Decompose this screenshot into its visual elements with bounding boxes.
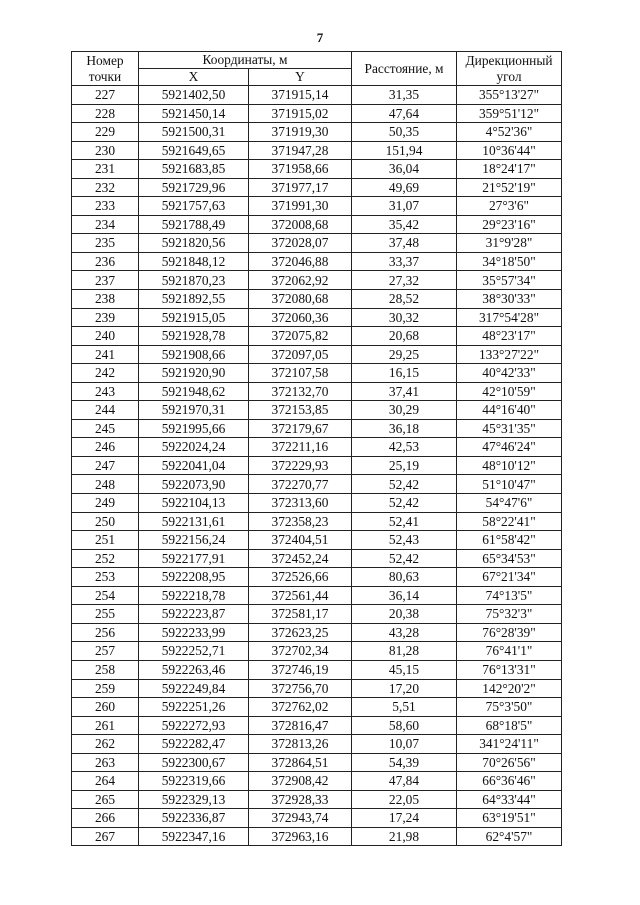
distance-cell: 30,32: [352, 308, 457, 327]
angle-cell: 75°32'3": [457, 605, 562, 624]
table-row: [72, 642, 562, 661]
angle-cell: 34°18'50": [457, 252, 562, 271]
point-number-cell: 245: [72, 419, 139, 438]
y-header: Y: [249, 69, 352, 86]
table-row: [72, 345, 562, 364]
distance-cell: 33,37: [352, 252, 457, 271]
x-coordinate-cell: 5922073,90: [139, 475, 249, 494]
y-coordinate-cell: 372452,24: [249, 549, 352, 568]
angle-cell: 341°24'11": [457, 735, 562, 754]
y-coordinate-cell: 372080,68: [249, 290, 352, 309]
angle-cell: 35°57'34": [457, 271, 562, 290]
distance-cell: 36,14: [352, 586, 457, 605]
angle-header-line2: угол: [496, 69, 522, 84]
point-number-cell: 235: [72, 234, 139, 253]
x-coordinate-cell: 5921757,63: [139, 197, 249, 216]
angle-cell: 76°41'1": [457, 642, 562, 661]
distance-cell: 36,04: [352, 160, 457, 179]
x-coordinate-cell: 5921970,31: [139, 401, 249, 420]
distance-cell: 47,64: [352, 104, 457, 123]
distance-cell: 27,32: [352, 271, 457, 290]
distance-cell: 52,42: [352, 494, 457, 513]
x-coordinate-cell: 5921402,50: [139, 86, 249, 105]
y-coordinate-cell: 372864,51: [249, 753, 352, 772]
distance-cell: 49,69: [352, 178, 457, 197]
distance-cell: 35,42: [352, 215, 457, 234]
coordinates-header: Координаты, м: [139, 52, 352, 69]
angle-cell: 58°22'41": [457, 512, 562, 531]
angle-cell: 45°31'35": [457, 419, 562, 438]
x-coordinate-cell: 5922104,13: [139, 494, 249, 513]
distance-cell: 31,35: [352, 86, 457, 105]
angle-cell: 47°46'24": [457, 438, 562, 457]
point-number-cell: 262: [72, 735, 139, 754]
distance-cell: 17,24: [352, 809, 457, 828]
table-row: [72, 531, 562, 550]
x-coordinate-cell: 5922282,47: [139, 735, 249, 754]
table-row: [72, 456, 562, 475]
angle-cell: 64°33'44": [457, 790, 562, 809]
distance-cell: 52,43: [352, 531, 457, 550]
angle-cell: 10°36'44": [457, 141, 562, 160]
table-row: [72, 605, 562, 624]
angle-cell: 65°34'53": [457, 549, 562, 568]
table-row: [72, 197, 562, 216]
angle-cell: 27°3'6": [457, 197, 562, 216]
table-row: [72, 252, 562, 271]
y-coordinate-cell: 372075,82: [249, 327, 352, 346]
y-coordinate-cell: 372132,70: [249, 382, 352, 401]
x-coordinate-cell: 5921848,12: [139, 252, 249, 271]
y-coordinate-cell: 372046,88: [249, 252, 352, 271]
table-row: [72, 364, 562, 383]
angle-cell: 76°13'31": [457, 660, 562, 679]
x-coordinate-cell: 5922347,16: [139, 827, 249, 846]
table-row: [72, 123, 562, 142]
distance-header: Расстояние, м: [352, 52, 457, 86]
x-coordinate-cell: 5921920,90: [139, 364, 249, 383]
x-coordinate-cell: 5922041,04: [139, 456, 249, 475]
y-coordinate-cell: 372008,68: [249, 215, 352, 234]
table-row: [72, 215, 562, 234]
table-row: [72, 660, 562, 679]
table-body: [72, 86, 562, 846]
angle-cell: 62°4'57": [457, 827, 562, 846]
table-row: [72, 827, 562, 846]
y-coordinate-cell: 371977,17: [249, 178, 352, 197]
angle-cell: 68°18'5": [457, 716, 562, 735]
angle-cell: 75°3'50": [457, 698, 562, 717]
angle-cell: 74°13'5": [457, 586, 562, 605]
y-coordinate-cell: 372816,47: [249, 716, 352, 735]
y-coordinate-cell: 372963,16: [249, 827, 352, 846]
y-coordinate-cell: 371991,30: [249, 197, 352, 216]
point-number-cell: 267: [72, 827, 139, 846]
point-number-cell: 261: [72, 716, 139, 735]
table-row: [72, 308, 562, 327]
y-coordinate-cell: 372943,74: [249, 809, 352, 828]
table-row: [72, 679, 562, 698]
distance-cell: 21,98: [352, 827, 457, 846]
distance-cell: 37,48: [352, 234, 457, 253]
x-coordinate-cell: 5922263,46: [139, 660, 249, 679]
y-coordinate-cell: 372229,93: [249, 456, 352, 475]
x-coordinate-cell: 5921649,65: [139, 141, 249, 160]
table-row: [72, 271, 562, 290]
point-number-cell: 253: [72, 568, 139, 587]
y-coordinate-cell: 372270,77: [249, 475, 352, 494]
distance-cell: 37,41: [352, 382, 457, 401]
angle-cell: 48°23'17": [457, 327, 562, 346]
x-coordinate-cell: 5921948,62: [139, 382, 249, 401]
y-coordinate-cell: 371919,30: [249, 123, 352, 142]
y-coordinate-cell: 372928,33: [249, 790, 352, 809]
point-number-cell: 234: [72, 215, 139, 234]
x-coordinate-cell: 5922252,71: [139, 642, 249, 661]
distance-cell: 20,38: [352, 605, 457, 624]
y-coordinate-cell: 372313,60: [249, 494, 352, 513]
point-number-cell: 260: [72, 698, 139, 717]
distance-cell: 151,94: [352, 141, 457, 160]
point-number-cell: 251: [72, 531, 139, 550]
table-row: [72, 327, 562, 346]
distance-cell: 81,28: [352, 642, 457, 661]
point-number-cell: 233: [72, 197, 139, 216]
point-number-cell: 254: [72, 586, 139, 605]
angle-header: [457, 52, 562, 86]
point-number-cell: 231: [72, 160, 139, 179]
point-number-cell: 249: [72, 494, 139, 513]
angle-cell: 63°19'51": [457, 809, 562, 828]
y-coordinate-cell: 372153,85: [249, 401, 352, 420]
angle-cell: 38°30'33": [457, 290, 562, 309]
y-coordinate-cell: 372404,51: [249, 531, 352, 550]
table-header: [72, 52, 562, 86]
table-row: [72, 290, 562, 309]
y-coordinate-cell: 372028,07: [249, 234, 352, 253]
table-row: [72, 735, 562, 754]
angle-cell: 51°10'47": [457, 475, 562, 494]
angle-cell: 67°21'34": [457, 568, 562, 587]
point-number-cell: 237: [72, 271, 139, 290]
x-coordinate-cell: 5921928,78: [139, 327, 249, 346]
distance-cell: 28,52: [352, 290, 457, 309]
distance-cell: 54,39: [352, 753, 457, 772]
distance-cell: 50,35: [352, 123, 457, 142]
table-row: [72, 698, 562, 717]
table-row: [72, 178, 562, 197]
x-coordinate-cell: 5921820,56: [139, 234, 249, 253]
point-number-cell: 266: [72, 809, 139, 828]
table-row: [72, 104, 562, 123]
angle-cell: 48°10'12": [457, 456, 562, 475]
x-coordinate-cell: 5921908,66: [139, 345, 249, 364]
point-number-cell: 242: [72, 364, 139, 383]
y-coordinate-cell: 371958,66: [249, 160, 352, 179]
angle-cell: 4°52'36": [457, 123, 562, 142]
x-coordinate-cell: 5922300,67: [139, 753, 249, 772]
y-coordinate-cell: 372107,58: [249, 364, 352, 383]
table-row: [72, 772, 562, 791]
table-row: [72, 86, 562, 105]
point-number-cell: 257: [72, 642, 139, 661]
x-coordinate-cell: 5922251,26: [139, 698, 249, 717]
angle-cell: 61°58'42": [457, 531, 562, 550]
angle-header-line1: Дирекционный: [465, 52, 553, 68]
y-coordinate-cell: 372211,16: [249, 438, 352, 457]
angle-cell: 31°9'28": [457, 234, 562, 253]
y-coordinate-cell: 371915,14: [249, 86, 352, 105]
distance-cell: 43,28: [352, 623, 457, 642]
coordinates-table: [71, 51, 562, 846]
y-coordinate-cell: 371915,02: [249, 104, 352, 123]
point-number-cell: 250: [72, 512, 139, 531]
y-coordinate-cell: 372746,19: [249, 660, 352, 679]
point-number-cell: 228: [72, 104, 139, 123]
y-coordinate-cell: 372756,70: [249, 679, 352, 698]
angle-cell: 133°27'22": [457, 345, 562, 364]
table-row: [72, 790, 562, 809]
x-coordinate-cell: 5921788,49: [139, 215, 249, 234]
y-coordinate-cell: 372526,66: [249, 568, 352, 587]
x-coordinate-cell: 5922208,95: [139, 568, 249, 587]
point-number-cell: 246: [72, 438, 139, 457]
point-number-cell: 240: [72, 327, 139, 346]
x-coordinate-cell: 5922336,87: [139, 809, 249, 828]
angle-cell: 42°10'59": [457, 382, 562, 401]
x-coordinate-cell: 5922024,24: [139, 438, 249, 457]
point-number-header-line2: точки: [88, 69, 122, 84]
y-coordinate-cell: 372097,05: [249, 345, 352, 364]
y-coordinate-cell: 372179,67: [249, 419, 352, 438]
point-number-cell: 264: [72, 772, 139, 791]
angle-cell: 18°24'17": [457, 160, 562, 179]
x-coordinate-cell: 5921892,55: [139, 290, 249, 309]
point-number-cell: 229: [72, 123, 139, 142]
distance-cell: 42,53: [352, 438, 457, 457]
point-number-cell: 239: [72, 308, 139, 327]
point-number-cell: 236: [72, 252, 139, 271]
distance-cell: 16,15: [352, 364, 457, 383]
angle-cell: 142°20'2": [457, 679, 562, 698]
x-coordinate-cell: 5922272,93: [139, 716, 249, 735]
point-number-cell: 263: [72, 753, 139, 772]
point-number-cell: 238: [72, 290, 139, 309]
distance-cell: 25,19: [352, 456, 457, 475]
y-coordinate-cell: 372908,42: [249, 772, 352, 791]
y-coordinate-cell: 372813,26: [249, 735, 352, 754]
angle-cell: 44°16'40": [457, 401, 562, 420]
x-coordinate-cell: 5922319,66: [139, 772, 249, 791]
point-number-cell: 252: [72, 549, 139, 568]
angle-cell: 66°36'46": [457, 772, 562, 791]
table-row: [72, 753, 562, 772]
angle-cell: 70°26'56": [457, 753, 562, 772]
table-row: [72, 475, 562, 494]
point-number-cell: 248: [72, 475, 139, 494]
y-coordinate-cell: 372623,25: [249, 623, 352, 642]
x-coordinate-cell: 5922218,78: [139, 586, 249, 605]
angle-cell: 317°54'28": [457, 308, 562, 327]
distance-cell: 22,05: [352, 790, 457, 809]
distance-cell: 29,25: [352, 345, 457, 364]
point-number-cell: 243: [72, 382, 139, 401]
x-coordinate-cell: 5922177,91: [139, 549, 249, 568]
distance-cell: 31,07: [352, 197, 457, 216]
table-row: [72, 586, 562, 605]
x-coordinate-cell: 5921915,05: [139, 308, 249, 327]
point-number-header-line1: Номер: [86, 52, 124, 68]
y-coordinate-cell: 371947,28: [249, 141, 352, 160]
table-row: [72, 234, 562, 253]
distance-cell: 47,84: [352, 772, 457, 791]
table-row: [72, 623, 562, 642]
x-coordinate-cell: 5922233,99: [139, 623, 249, 642]
angle-cell: 21°52'19": [457, 178, 562, 197]
x-coordinate-cell: 5921500,31: [139, 123, 249, 142]
distance-cell: 17,20: [352, 679, 457, 698]
table-row: [72, 419, 562, 438]
angle-cell: 54°47'6": [457, 494, 562, 513]
table-row: [72, 809, 562, 828]
point-number-cell: 230: [72, 141, 139, 160]
point-number-cell: 265: [72, 790, 139, 809]
table-row: [72, 141, 562, 160]
table-row: [72, 568, 562, 587]
distance-cell: 10,07: [352, 735, 457, 754]
point-number-cell: 232: [72, 178, 139, 197]
table-row: [72, 401, 562, 420]
angle-cell: 29°23'16": [457, 215, 562, 234]
y-coordinate-cell: 372561,44: [249, 586, 352, 605]
x-coordinate-cell: 5922131,61: [139, 512, 249, 531]
x-coordinate-cell: 5922329,13: [139, 790, 249, 809]
angle-cell: 40°42'33": [457, 364, 562, 383]
y-coordinate-cell: 372358,23: [249, 512, 352, 531]
distance-cell: 45,15: [352, 660, 457, 679]
distance-cell: 30,29: [352, 401, 457, 420]
y-coordinate-cell: 372060,36: [249, 308, 352, 327]
point-number-cell: 258: [72, 660, 139, 679]
point-number-cell: 227: [72, 86, 139, 105]
angle-cell: 359°51'12": [457, 104, 562, 123]
table-row: [72, 494, 562, 513]
point-number-cell: 244: [72, 401, 139, 420]
table-row: [72, 382, 562, 401]
angle-cell: 355°13'27": [457, 86, 562, 105]
distance-cell: 36,18: [352, 419, 457, 438]
point-number-cell: 241: [72, 345, 139, 364]
distance-cell: 52,42: [352, 475, 457, 494]
x-header: X: [139, 69, 249, 86]
table-row: [72, 549, 562, 568]
point-number-cell: 259: [72, 679, 139, 698]
distance-cell: 20,68: [352, 327, 457, 346]
x-coordinate-cell: 5921870,23: [139, 271, 249, 290]
y-coordinate-cell: 372702,34: [249, 642, 352, 661]
x-coordinate-cell: 5921729,96: [139, 178, 249, 197]
y-coordinate-cell: 372762,02: [249, 698, 352, 717]
table-row: [72, 160, 562, 179]
x-coordinate-cell: 5922249,84: [139, 679, 249, 698]
x-coordinate-cell: 5921995,66: [139, 419, 249, 438]
x-coordinate-cell: 5922223,87: [139, 605, 249, 624]
table-row: [72, 438, 562, 457]
y-coordinate-cell: 372062,92: [249, 271, 352, 290]
x-coordinate-cell: 5921450,14: [139, 104, 249, 123]
x-coordinate-cell: 5921683,85: [139, 160, 249, 179]
distance-cell: 58,60: [352, 716, 457, 735]
angle-cell: 76°28'39": [457, 623, 562, 642]
point-number-cell: 255: [72, 605, 139, 624]
distance-cell: 52,41: [352, 512, 457, 531]
x-coordinate-cell: 5922156,24: [139, 531, 249, 550]
distance-cell: 80,63: [352, 568, 457, 587]
y-coordinate-cell: 372581,17: [249, 605, 352, 624]
table-row: [72, 716, 562, 735]
table-row: [72, 512, 562, 531]
point-number-header: [72, 52, 139, 86]
point-number-cell: 256: [72, 623, 139, 642]
point-number-cell: 247: [72, 456, 139, 475]
page-number: 7: [316, 30, 324, 45]
distance-cell: 52,42: [352, 549, 457, 568]
distance-cell: 5,51: [352, 698, 457, 717]
